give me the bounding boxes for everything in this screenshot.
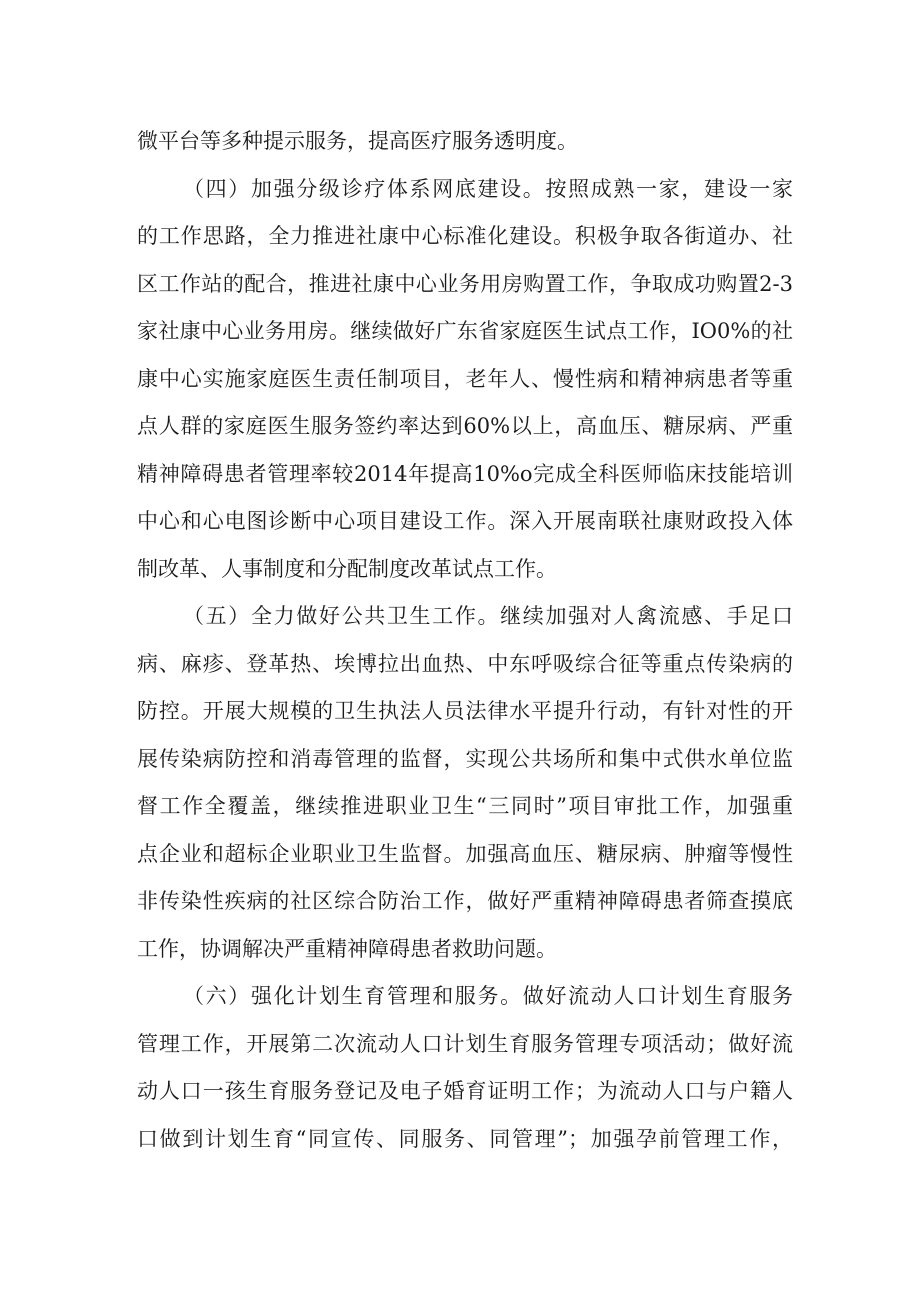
- paragraph-line: 督工作全覆盖，继续推进职业卫生“三同时”项目审批工作，加强重: [137, 794, 793, 818]
- section-heading-line: （四）加强分级诊疗体系网底建设。按照成熟一家，建设一家: [183, 176, 793, 201]
- paragraph-line: 中心和心电图诊断中心项目建设工作。深入开展南联社康财政投入体: [137, 509, 793, 533]
- paragraph-line: 点人群的家庭医生服务签约率达到60%以上，高血压、糖尿病、严重: [137, 414, 793, 438]
- paragraph-line: 微平台等多种提示服务，提高医疗服务透明度。: [137, 129, 578, 153]
- paragraph-line: 病、麻疹、登革热、埃博拉出血热、中东呼吸综合征等重点传染病的: [137, 651, 793, 676]
- paragraph-line: 区工作站的配合，推进社康中心业务用房购置工作，争取成功购置2-3: [137, 271, 793, 296]
- paragraph-line: 家社康中心业务用房。继续做好广东省家庭医生试点工作，IO0%的社: [137, 319, 793, 343]
- paragraph-line: 工作，协调解决严重精神障碍患者救助问题。: [137, 936, 557, 961]
- section-heading-line: （五）全力做好公共卫生工作。继续加强对人禽流感、手足口: [183, 604, 793, 628]
- paragraph-line: 精神障碍患者管理率较2014年提高10%o完成全科医师临床技能培训: [137, 461, 793, 486]
- paragraph-line: 口做到计划生育“同宣传、同服务、同管理”；加强孕前管理工作，: [137, 1126, 793, 1151]
- paragraph-line: 展传染病防控和消毒管理的监督，实现公共场所和集中式供水单位监: [137, 746, 793, 771]
- paragraph-line: 康中心实施家庭医生责任制项目，老年人、慢性病和精神病患者等重: [137, 366, 793, 391]
- paragraph-line: 防控。开展大规模的卫生执法人员法律水平提升行动，有针对性的开: [137, 699, 793, 723]
- paragraph-line: 制改革、人事制度和分配制度改革试点工作。: [137, 556, 557, 581]
- paragraph-line: 动人口一孩生育服务登记及电子婚育证明工作；为流动人口与户籍人: [137, 1079, 793, 1103]
- paragraph-line: 非传染性疾病的社区综合防治工作，做好严重精神障碍患者筛查摸底: [137, 889, 793, 913]
- section-heading-line: （六）强化计划生育管理和服务。做好流动人口计划生育服务: [183, 984, 793, 1008]
- paragraph-line: 管理工作，开展第二次流动人口计划生育服务管理专项活动；做好流: [137, 1031, 793, 1056]
- paragraph-line: 点企业和超标企业职业卫生监督。加强高血压、糖尿病、肿瘤等慢性: [137, 841, 793, 866]
- paragraph-line: 的工作思路，全力推进社康中心标准化建设。积极争取各街道办、社: [137, 224, 793, 248]
- document-body: [137, 118, 793, 1163]
